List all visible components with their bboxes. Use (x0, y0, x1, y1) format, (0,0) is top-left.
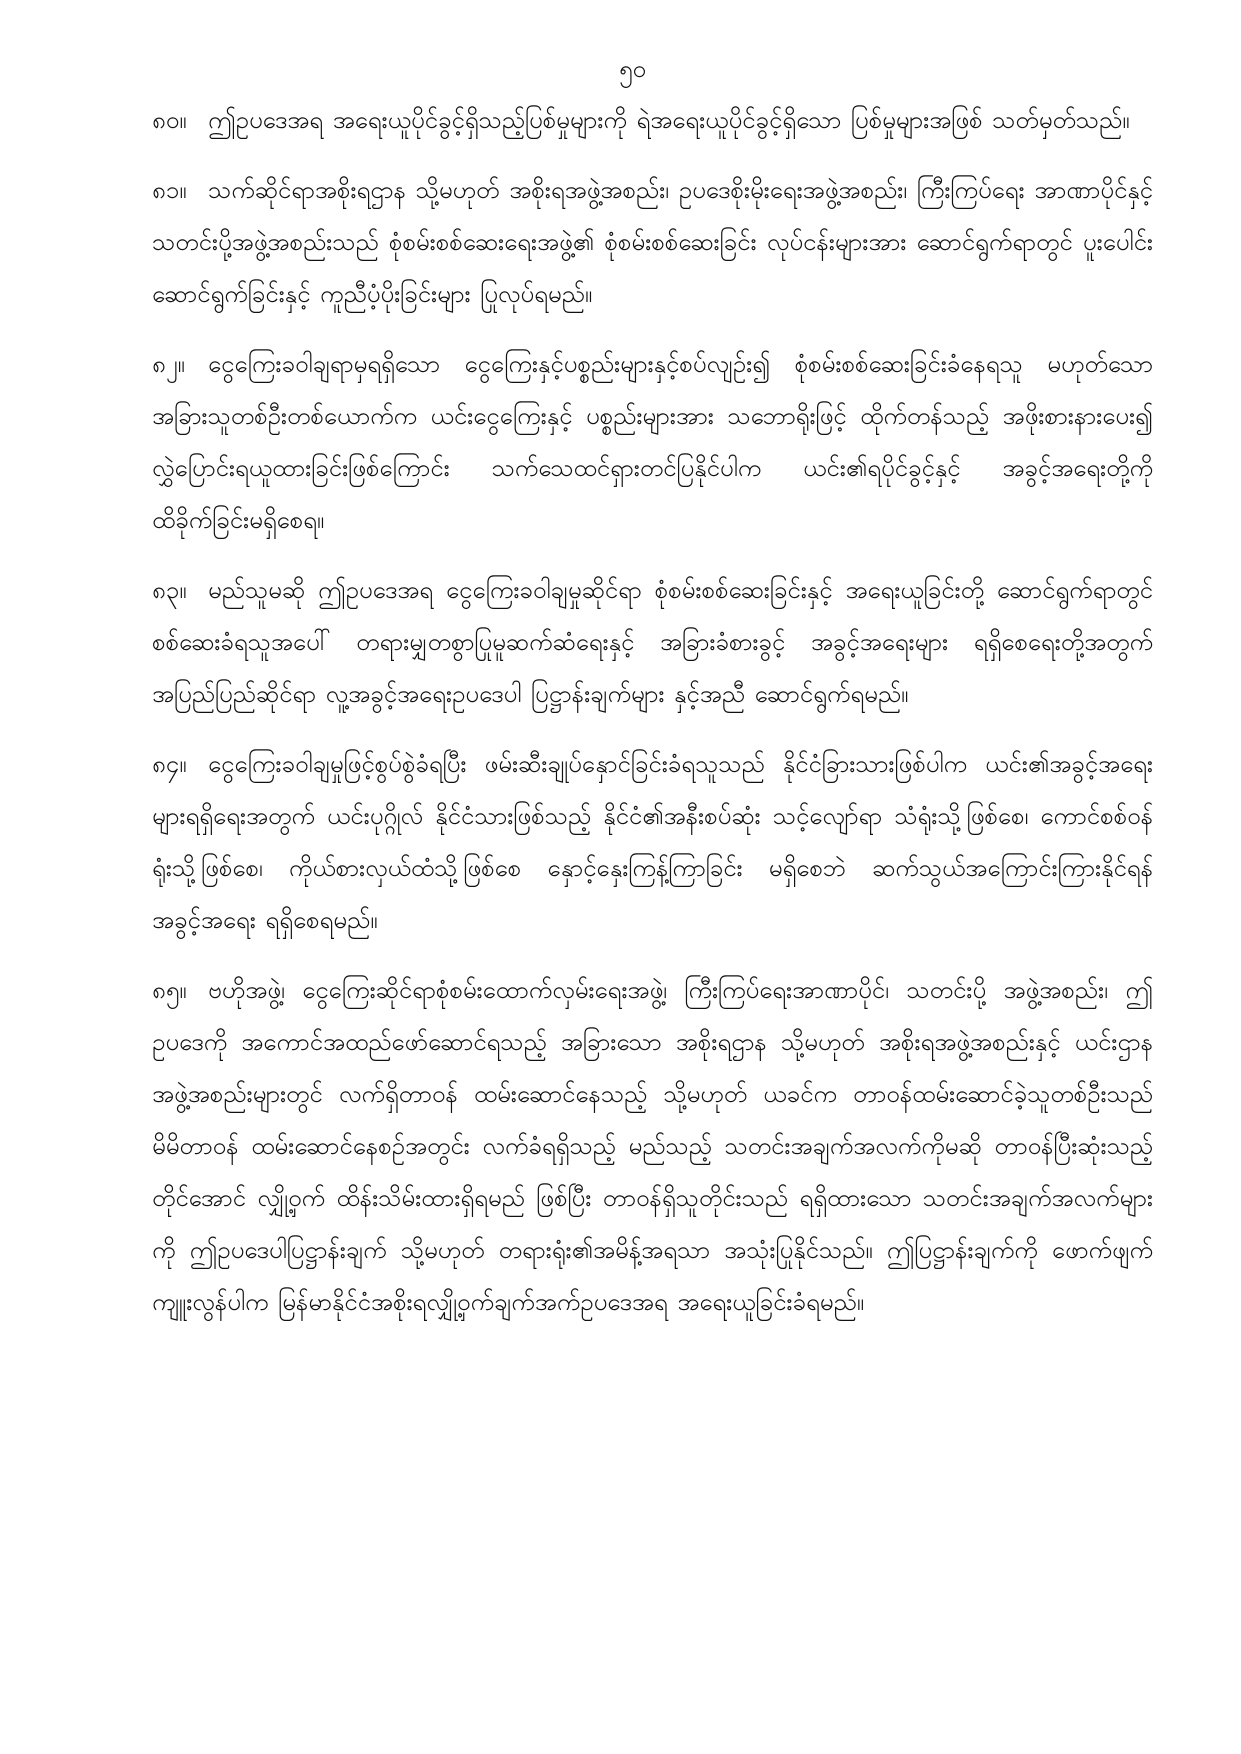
section-text: ငွေကြေးခဝါချရာမှရရှိသော ငွေကြေးနှင့်ပစ္စည်းများနှင့်စပ်လျဉ်း၍ စုံစမ်းစစ်ဆေးခြင်းခံနေရသူ မဟုတ်သော အခြားသူတစ်ဦးတစ်ယောက်က ယင်းငွေကြေးနှင့် ပစ္စည်းများအား သဘောရိုးဖြင့် ထိုက်တန်သည့် အဖိုးစားနားပေး၍ လွှဲပြောင်းရယူထားခြင်းဖြစ်ကြောင်း သက်သေထင်ရှားတင်ပြနိုင်ပါက ယင်း၏ရပိုင်ခွင့်နှင့် အခွင့်အရေးတို့ကို ထိခိုက်ခြင်းမရှိစေရ။ (152, 350, 1153, 534)
section-number: ၈၃။ (152, 576, 187, 604)
section-text: ငွေကြေးခဝါချမှုဖြင့်စွပ်စွဲခံရပြီး ဖမ်းဆီးချုပ်နှောင်ခြင်းခံရသူသည် နိုင်ငံခြားသားဖြစ်ပါက ယင်း၏အခွင့်အရေးများရရှိရေးအတွက် ယင်းပုဂ္ဂိုလ် နိုင်ငံသားဖြစ်သည့် နိုင်ငံ၏အနီးစပ်ဆုံး သင့်လျော်ရာ သံရုံးသို့ဖြစ်စေ၊ ကောင်စစ်ဝန်ရုံးသို့ဖြစ်စေ၊ ကိုယ်စားလှယ်ထံသို့ဖြစ်စေ နှောင့်နှေးကြန့်ကြာခြင်း မရှိစေဘဲ ဆက်သွယ်အကြောင်းကြားနိုင်ရန် အခွင့်အရေး ရရှိစေရမည်။ (152, 750, 1153, 934)
section-number: ၈၂။ (152, 350, 185, 378)
section-text: ဤဥပဒေအရ အရေးယူပိုင်ခွင့်ရှိသည့်ပြစ်မှုများကို ရဲအရေးယူပိုင်ခွင့်ရှိသော ပြစ်မှုများအဖြစ် သတ်မှတ်သည်။ (208, 106, 1130, 134)
section-81 (152, 164, 1153, 320)
section-text: မည်သူမဆို ဤဥပဒေအရ ငွေကြေးခဝါချမှုဆိုင်ရာ စုံစမ်းစစ်ဆေးခြင်းနှင့် အရေးယူခြင်းတို့ ဆောင်ရွက်ရာတွင် စစ်ဆေးခံရသူအပေါ် တရားမျှတစွာပြုမူဆက်ဆံရေးနှင့် အခြားခံစားခွင့် အခွင့်အရေးများ ရရှိစေရေးတို့အတွက် အပြည်ပြည်ဆိုင်ရာ လူ့အခွင့်အရေးဥပဒေပါ ပြဋ္ဌာန်းချက်များ နှင့်အညီ ဆောင်ရွက်ရမည်။ (152, 576, 1153, 708)
section-number: ၈၅။ (152, 976, 187, 1004)
section-number: ၈၀။ (152, 106, 187, 134)
page-number: ၅၀ (619, 55, 646, 83)
section-number: ၈၄။ (152, 750, 187, 778)
section-83 (152, 564, 1153, 720)
section-number: ၈၁။ (152, 176, 187, 204)
section-85 (152, 964, 1153, 1328)
section-84 (152, 738, 1153, 946)
section-text: ဗဟိုအဖွဲ့၊ ငွေကြေးဆိုင်ရာစုံစမ်းထောက်လှမ်းရေးအဖွဲ့၊ ကြီးကြပ်ရေးအာဏာပိုင်၊ သတင်းပို့ အဖွဲ့အစည်း၊ ဤဥပဒေကို အကောင်အထည်ဖော်ဆောင်ရသည့် အခြားသော အစိုးရဌာန သို့မဟုတ် အစိုးရအဖွဲ့အစည်းနှင့် ယင်းဌာနအဖွဲ့အစည်းများတွင် လက်ရှိတာဝန် ထမ်းဆောင်နေသည့် သို့မဟုတ် ယခင်က တာဝန်ထမ်းဆောင်ခဲ့သူတစ်ဦးသည် မိမိတာဝန် ထမ်းဆောင်နေစဉ်အတွင်း လက်ခံရရှိသည့် မည်သည့် သတင်းအချက်အလက်ကိုမဆို တာဝန်ပြီးဆုံးသည့်တိုင်အောင် လျှို့ဝှက် ထိန်းသိမ်းထားရှိရမည် ဖြစ်ပြီး တာဝန်ရှိသူတိုင်းသည် ရရှိထားသော သတင်းအချက်အလက်များကို ဤဥပဒေပါပြဋ္ဌာန်းချက် သို့မဟုတ် တရားရုံး၏အမိန့်အရသာ အသုံးပြုနိုင်သည်။ ဤပြဋ္ဌာန်းချက်ကို ဖောက်ဖျက်ကျူးလွန်ပါက မြန်မာနိုင်ငံအစိုးရလျှို့ဝှက်ချက်အက်ဥပဒေအရ အရေးယူခြင်းခံရမည်။ (152, 976, 1153, 1316)
section-82 (152, 338, 1153, 546)
section-text: သက်ဆိုင်ရာအစိုးရဌာန သို့မဟုတ် အစိုးရအဖွဲ့အစည်း၊ ဥပဒေစိုးမိုးရေးအဖွဲ့အစည်း၊ ကြီးကြပ်ရေး အာဏာပိုင်နှင့် သတင်းပို့အဖွဲ့အစည်းသည် စုံစမ်းစစ်ဆေးရေးအဖွဲ့၏ စုံစမ်းစစ်ဆေးခြင်း လုပ်ငန်းများအား ဆောင်ရွက်ရာတွင် ပူးပေါင်းဆောင်ရွက်ခြင်းနှင့် ကူညီပံ့ပိုးခြင်းများ ပြုလုပ်ရမည်။ (152, 176, 1153, 308)
section-80 (152, 94, 1153, 146)
